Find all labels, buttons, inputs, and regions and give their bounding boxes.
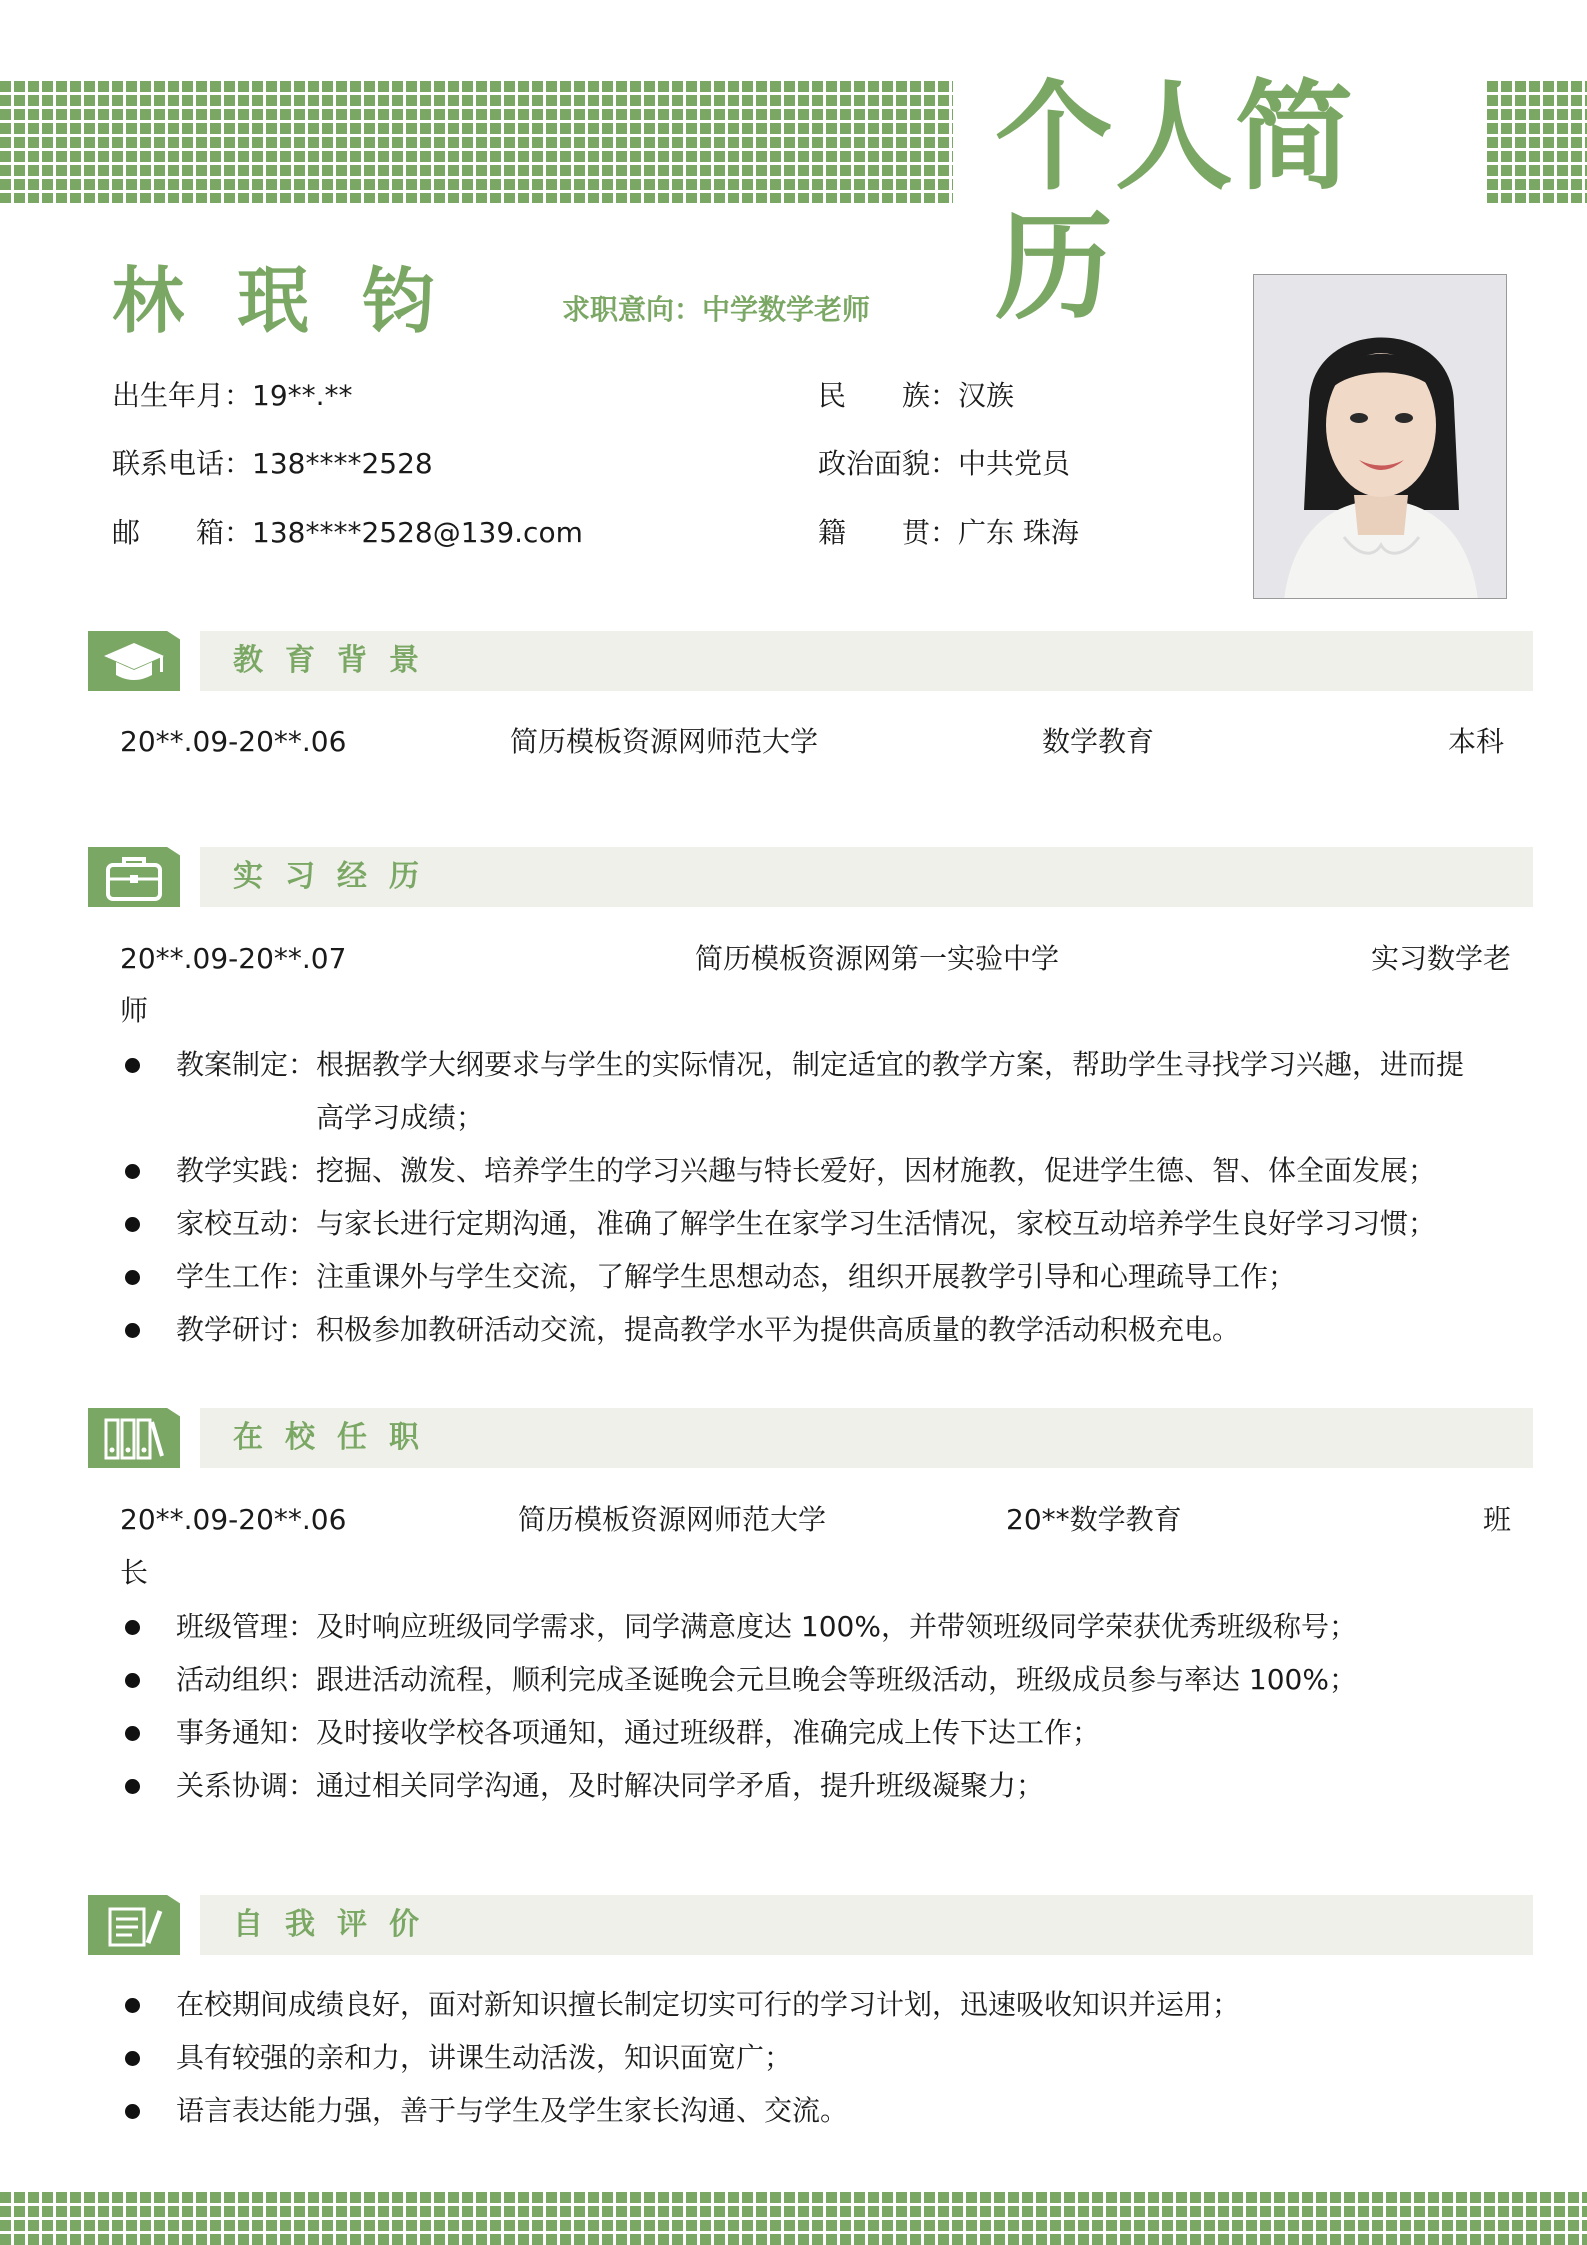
- section-campus-header: [88, 1408, 1533, 1468]
- self-eval-text: 语言表达能力强，善于与学生及学生家长沟通、交流。: [176, 2094, 849, 2127]
- internship-role: 实习数学老: [1371, 942, 1512, 975]
- list-item: [122, 1197, 1502, 1250]
- ethnic-info: [818, 376, 1014, 416]
- duty-text: 及时接收学校各项通知，通过班级群，准确完成上传下达工作；: [316, 1716, 1101, 1749]
- candidate-name: 林 珉 钧: [112, 259, 449, 343]
- duty-label: 教学研讨：: [176, 1313, 317, 1346]
- self-eval-icon-box: [88, 1895, 180, 1955]
- list-item: [122, 1303, 1502, 1356]
- duty-text: 与家长进行定期沟通，准确了解学生在家学习生活情况，家校互动培养学生良好学习习惯；: [316, 1207, 1437, 1240]
- duty-label: 家校互动：: [176, 1207, 317, 1240]
- list-item: [122, 1759, 1502, 1812]
- briefcase-icon: [102, 855, 166, 901]
- campus-period: 20**.09-20**.06: [120, 1503, 347, 1536]
- list-item: [122, 1978, 1502, 2031]
- education-school: 简历模板资源网师范大学: [510, 725, 819, 758]
- ethnic-value: 汉族: [958, 379, 1015, 412]
- native-label: 籍 贯：: [818, 516, 959, 549]
- section-internship-header: [88, 847, 1533, 907]
- duty-text: 通过相关同学沟通，及时解决同学矛盾，提升班级凝聚力；: [316, 1769, 1045, 1802]
- self-eval-text: 具有较强的亲和力，讲课生动活泼，知识面宽广；: [176, 2041, 793, 2074]
- list-item: [122, 1038, 1502, 1144]
- birth-value: 19**.**: [252, 379, 353, 412]
- duty-text: 根据教学大纲要求与学生的实际情况，制定适宜的教学方案，帮助学生寻找学习兴趣，进而提: [316, 1048, 1465, 1081]
- resume-title: 个人简历: [995, 68, 1356, 336]
- education-icon-box: [88, 631, 180, 691]
- campus-duties: [122, 1600, 1502, 1812]
- internship-title: 实习经历: [233, 859, 441, 894]
- campus-role-wrap: 长: [120, 1556, 149, 1589]
- section-self-eval-header: [88, 1895, 1533, 1955]
- phone-info: [112, 444, 433, 484]
- duty-text: 跟进活动流程，顺利完成圣诞晚会元旦晚会等班级活动，班级成员参与率达 100%；: [316, 1663, 1357, 1696]
- duty-label: 学生工作：: [176, 1260, 317, 1293]
- duty-label: 教学实践：: [176, 1154, 317, 1187]
- duty-text: 及时响应班级同学需求，同学满意度达 100%，并带领班级同学荣获优秀班级称号；: [316, 1610, 1357, 1643]
- duty-text-continued: 高学习成绩；: [316, 1101, 485, 1134]
- duty-label: 班级管理：: [176, 1610, 317, 1643]
- list-item: [122, 1653, 1502, 1706]
- header-grid-left: [0, 81, 953, 203]
- internship-duties: [122, 1038, 1502, 1356]
- birth-label: 出生年月：: [112, 379, 253, 412]
- ethnic-label: 民 族：: [818, 379, 959, 412]
- duty-label: 活动组织：: [176, 1663, 317, 1696]
- list-item: [122, 2031, 1502, 2084]
- email-info: [112, 513, 583, 553]
- phone-value: 138****2528: [252, 447, 433, 480]
- list-item: [122, 1144, 1502, 1197]
- job-intent: [562, 290, 870, 330]
- section-education-header: [88, 631, 1533, 691]
- list-item: [122, 1706, 1502, 1759]
- birth-info: [112, 376, 353, 416]
- phone-label: 联系电话：: [112, 447, 253, 480]
- duty-text: 注重课外与学生交流，了解学生思想动态，组织开展教学引导和心理疏导工作；: [316, 1260, 1297, 1293]
- political-label: 政治面貌：: [818, 447, 959, 480]
- political-info: [818, 444, 1070, 484]
- campus-school: 简历模板资源网师范大学: [518, 1503, 827, 1536]
- internship-period: 20**.09-20**.07: [120, 942, 347, 975]
- footer-grid: [0, 2192, 1587, 2245]
- self-eval-list: [122, 1978, 1502, 2137]
- campus-duties-clip: [0, 1600, 1587, 1832]
- profile-photo: [1253, 274, 1507, 599]
- duty-label: 关系协调：: [176, 1769, 317, 1802]
- native-info: [818, 513, 1079, 553]
- job-intent-value: 中学数学老师: [702, 293, 871, 326]
- list-item: [122, 1250, 1502, 1303]
- list-item: [122, 2084, 1502, 2137]
- campus-role: 班: [1483, 1503, 1512, 1536]
- internship-org: 简历模板资源网第一实验中学: [695, 942, 1060, 975]
- duty-label: 教案制定：: [176, 1048, 317, 1081]
- education-major: 数学教育: [1042, 725, 1155, 758]
- binders-icon: [102, 1416, 166, 1462]
- education-period: 20**.09-20**.06: [120, 725, 347, 758]
- notepad-pen-icon: [102, 1903, 166, 1949]
- header-grid-right: [1487, 81, 1587, 203]
- internship-role-wrap: 师: [120, 994, 149, 1027]
- self-eval-text: 在校期间成绩良好，面对新知识擅长制定切实可行的学习计划，迅速吸收知识并运用；: [176, 1988, 1241, 2021]
- education-degree: 本科: [1448, 725, 1505, 758]
- email-label: 邮 箱：: [112, 516, 253, 549]
- campus-class: 20**数学教育: [1006, 1503, 1182, 1536]
- political-value: 中共党员: [958, 447, 1071, 480]
- internship-icon-box: [88, 847, 180, 907]
- native-value: 广东 珠海: [958, 516, 1079, 549]
- duty-text: 挖掘、激发、培养学生的学习兴趣与特长爱好，因材施教，促进学生德、智、体全面发展；: [316, 1154, 1437, 1187]
- duty-text: 积极参加教研活动交流，提高教学水平为提供高质量的教学活动积极充电。: [316, 1313, 1241, 1346]
- email-value: 138****2528@139.com: [252, 516, 583, 549]
- self-eval-title: 自我评价: [233, 1907, 441, 1942]
- graduation-cap-icon: [102, 639, 166, 685]
- job-intent-label: 求职意向：: [562, 293, 703, 326]
- portrait-image: [1254, 275, 1507, 599]
- education-title: 教育背景: [233, 643, 441, 678]
- campus-icon-box: [88, 1408, 180, 1468]
- campus-title: 在校任职: [233, 1420, 441, 1455]
- duty-label: 事务通知：: [176, 1716, 317, 1749]
- list-item: [122, 1600, 1502, 1653]
